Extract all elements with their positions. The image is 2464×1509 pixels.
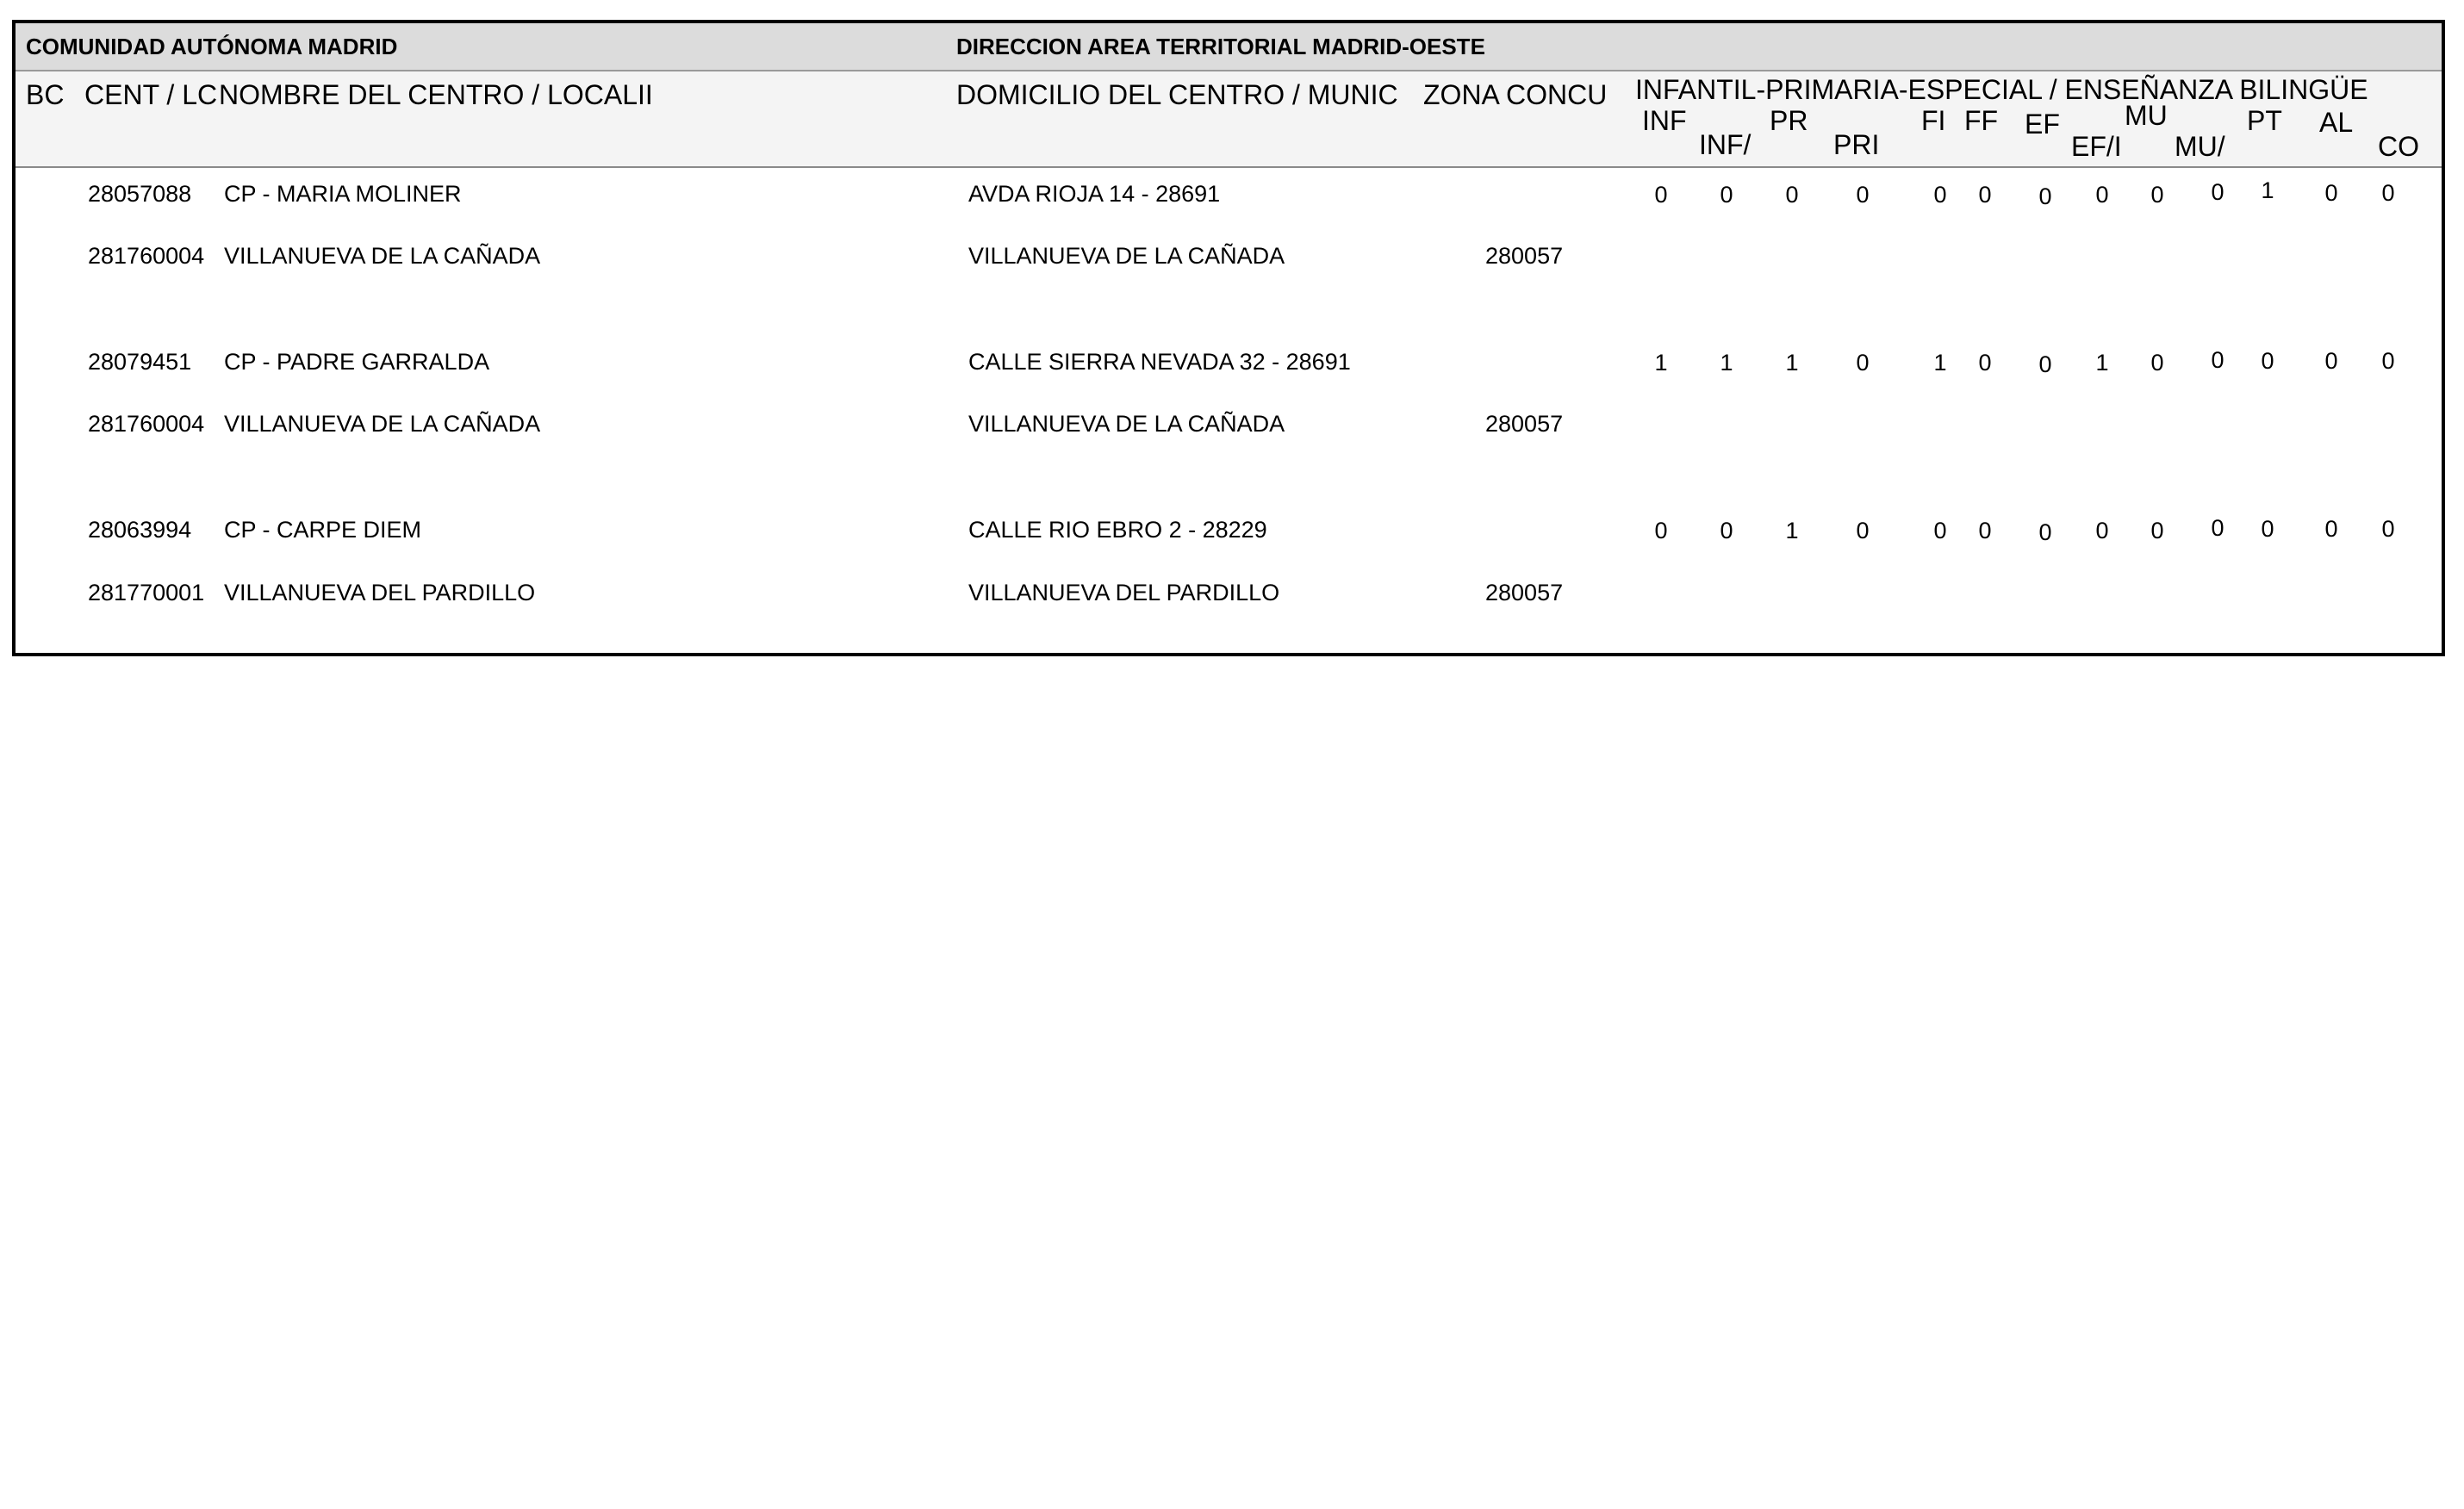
col-nombre-header: NOMBRE DEL CENTRO / LOCALII — [219, 79, 653, 110]
col-group-header: INFANTIL-PRIMARIA-ESPECIAL / ENSEÑANZA BILINGÜE — [1635, 74, 2368, 105]
center-name: CP - MARIA MOLINER — [224, 181, 462, 207]
count-value: 0 — [2038, 519, 2052, 545]
count-value: 0 — [2095, 518, 2109, 543]
count-value: 1 — [1933, 350, 1947, 376]
center-code: 28057088 — [88, 181, 192, 207]
locality-code: 281770001 — [88, 580, 205, 605]
sub-header: FF — [1964, 105, 1999, 136]
locality-name: VILLANUEVA DE LA CAÑADA — [224, 411, 541, 437]
sub-header: FI — [1921, 105, 1946, 136]
count-value: 0 — [2095, 182, 2109, 208]
zone-code: 280057 — [1485, 243, 1564, 269]
community-title: COMUNIDAD AUTÓNOMA MADRID — [26, 34, 398, 59]
count-value: 0 — [1856, 350, 1870, 376]
count-value: 0 — [1654, 182, 1668, 208]
count-value: 0 — [1720, 182, 1733, 208]
sub-header: MU/ — [2175, 131, 2225, 162]
locality-code: 281760004 — [88, 243, 205, 269]
sub-header: INF/ — [1699, 129, 1752, 160]
count-value: 0 — [2038, 351, 2052, 377]
count-value: 1 — [1785, 518, 1799, 543]
count-value: 0 — [2150, 518, 2164, 543]
col-domicilio-header: DOMICILIO DEL CENTRO / MUNIC — [956, 79, 1398, 110]
count-value: 0 — [2038, 183, 2052, 209]
count-value: 0 — [1856, 518, 1870, 543]
locality-name: VILLANUEVA DE LA CAÑADA — [224, 243, 541, 269]
sub-header: EF — [2025, 109, 2060, 140]
sub-header: EF/I — [2071, 131, 2122, 162]
count-value: 1 — [1720, 350, 1733, 376]
center-name: CP - CARPE DIEM — [224, 517, 422, 543]
locality-name: VILLANUEVA DEL PARDILLO — [224, 580, 536, 605]
count-value: 1 — [2095, 350, 2109, 376]
col-bc-header: BC — [26, 79, 65, 110]
count-value: 0 — [2211, 347, 2224, 373]
count-value: 0 — [2324, 348, 2338, 374]
col-cent-header: CENT / LC — [84, 79, 218, 110]
center-code: 28079451 — [88, 349, 192, 375]
count-value: 1 — [1654, 350, 1668, 376]
count-value: 0 — [2150, 182, 2164, 208]
zone-code: 280057 — [1485, 411, 1564, 437]
center-address: CALLE SIERRA NEVADA 32 - 28691 — [968, 349, 1351, 375]
count-value: 0 — [1856, 182, 1870, 208]
count-value: 0 — [2381, 180, 2395, 206]
count-value: 0 — [1978, 350, 1992, 376]
center-code: 28063994 — [88, 517, 192, 543]
count-value: 0 — [2381, 348, 2395, 374]
sub-header: MU — [2125, 100, 2168, 131]
zone-code: 280057 — [1485, 580, 1564, 605]
municipality-name: VILLANUEVA DE LA CAÑADA — [968, 243, 1285, 269]
count-value: 0 — [1933, 518, 1947, 543]
center-address: CALLE RIO EBRO 2 - 28229 — [968, 517, 1267, 543]
count-value: 0 — [1933, 182, 1947, 208]
sub-header: PR — [1770, 105, 1808, 136]
count-value: 0 — [2150, 350, 2164, 376]
count-value: 0 — [1654, 518, 1668, 543]
count-value: 0 — [1785, 182, 1799, 208]
sub-header: CO — [2378, 131, 2419, 162]
locality-code: 281760004 — [88, 411, 205, 437]
count-value: 0 — [2324, 180, 2338, 206]
municipality-name: VILLANUEVA DE LA CAÑADA — [968, 411, 1285, 437]
col-zona-header: ZONA CONCU — [1423, 79, 1608, 110]
count-value: 0 — [1978, 182, 1992, 208]
sub-header: AL — [2319, 107, 2354, 138]
count-value: 1 — [1785, 350, 1799, 376]
report-frame — [12, 20, 2445, 656]
count-value: 0 — [2324, 516, 2338, 542]
center-name: CP - PADRE GARRALDA — [224, 349, 490, 375]
sub-header: PT — [2247, 105, 2282, 136]
count-value: 0 — [2261, 348, 2274, 374]
count-value: 0 — [2211, 515, 2224, 541]
count-value: 0 — [1978, 518, 1992, 543]
count-value: 0 — [2261, 516, 2274, 542]
direction-title: DIRECCION AREA TERRITORIAL MADRID-OESTE — [956, 34, 1485, 59]
sub-header: PRI — [1833, 129, 1880, 160]
count-value: 1 — [2261, 177, 2274, 203]
center-address: AVDA RIOJA 14 - 28691 — [968, 181, 1221, 207]
count-value: 0 — [1720, 518, 1733, 543]
sub-header: INF — [1642, 105, 1687, 136]
count-value: 0 — [2381, 516, 2395, 542]
count-value: 0 — [2211, 179, 2224, 205]
municipality-name: VILLANUEVA DEL PARDILLO — [968, 580, 1280, 605]
